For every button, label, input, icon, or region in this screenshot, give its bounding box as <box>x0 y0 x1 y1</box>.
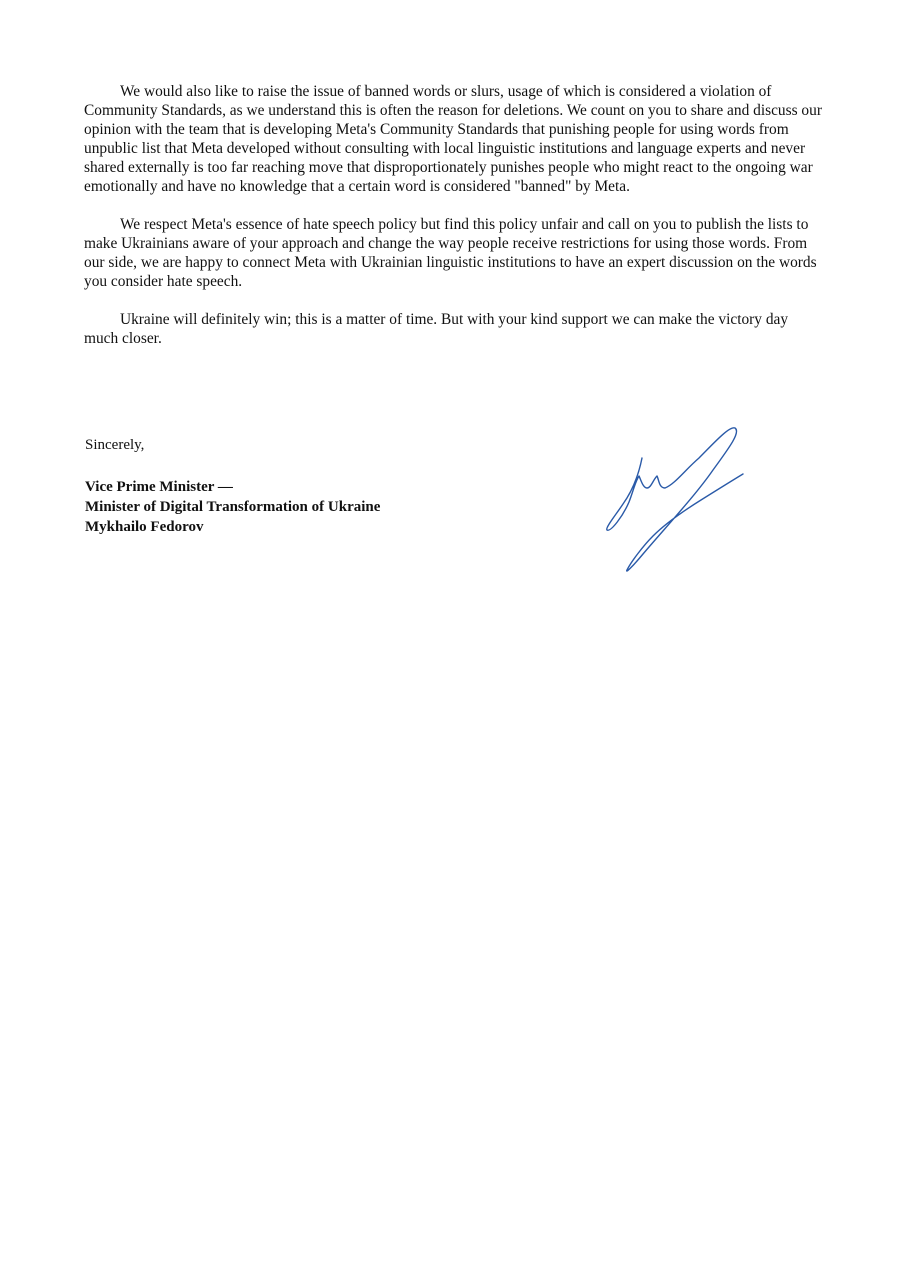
signer-block <box>85 477 380 537</box>
signer-title-line-1: Vice Prime Minister — <box>85 479 233 495</box>
signature-stroke <box>607 428 743 571</box>
paragraph-hate-speech-policy: We respect Meta's essence of hate speech policy but find this policy unfair and call on you to publish the lists to make Ukrainians aware of your approach and change the way people receive restrictions for using those words. From our side, we are happy to connect Meta with Ukrainian linguistic institutions to have an expert discussion on the words you consider hate speech. <box>84 216 817 290</box>
paragraph-victory: Ukraine will definitely win; this is a matter of time. But with your kind support we can make the victory day much closer. <box>84 311 789 347</box>
closing-salutation: Sincerely, <box>85 437 145 453</box>
signer-name: Mykhailo Fedorov <box>85 519 204 535</box>
handwritten-signature <box>595 418 755 580</box>
letter-body <box>84 82 824 367</box>
signer-title-line-2: Minister of Digital Transformation of Ukraine <box>85 499 381 515</box>
paragraph-banned-words: We would also like to raise the issue of banned words or slurs, usage of which is considered a violation of Community Standards, as we understand this is often the reason for deletions. We count on you to share and discuss our opinion with the team that is developing Meta's Community Standards that punishing people for using words from unpublic list that Meta developed without consulting with local linguistic institutions and language experts and never shared externally is too far reaching move that disproportionately punishes people who might react to the ongoing war emotionally and have no knowledge that a certain word is considered "banned" by Meta. <box>84 83 822 195</box>
